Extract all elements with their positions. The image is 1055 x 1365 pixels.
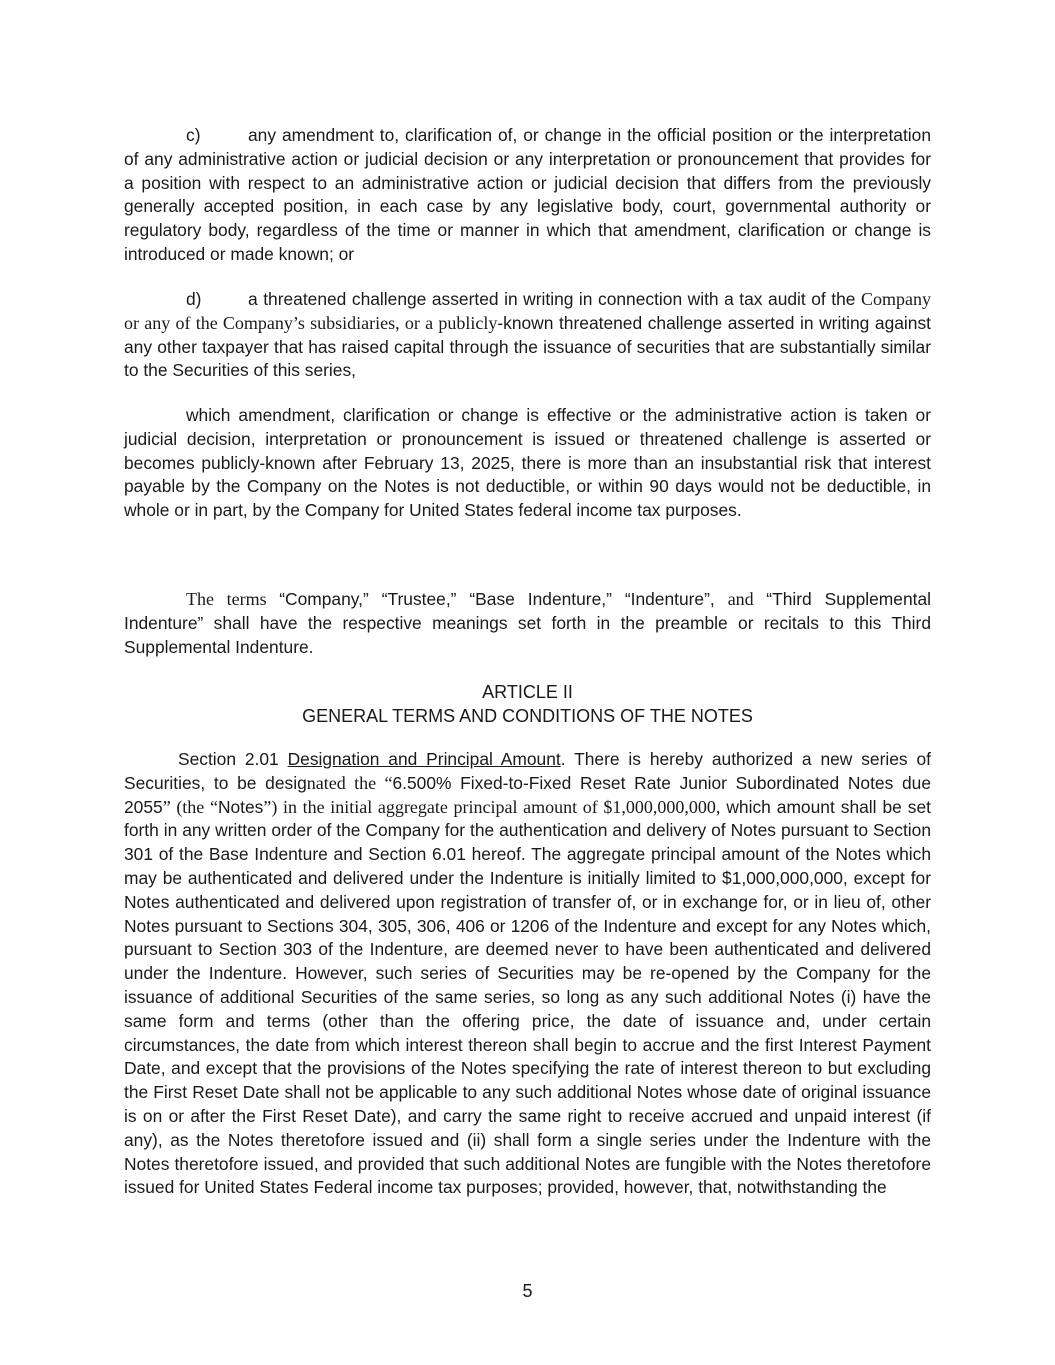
- section-text-serif-a: nated the “: [306, 772, 393, 793]
- section-text-b: 6.500% Fixed-to-Fixed Reset Rate Junior Subordinated Notes due 2055: [124, 772, 931, 817]
- article-number: ARTICLE II: [482, 682, 573, 702]
- section-text-serif-c: ”) in the initial aggregate principal amount of $1,000,000,000,: [263, 796, 721, 817]
- clause-c-text: any amendment to, clarification of, or change in the official position or the interpretation of any administrative action or judicial decision or any interpretation or pronouncement that provides for a position with respect to an administrative action or judicial decision that differs from the previously generally accepted position, in each case by any legislative body, court, governmental authority or regulatory body, regardless of the time or manner in which that amendment, clarification or change is introduced or made known; or: [124, 125, 931, 264]
- terms-lead: The terms: [186, 589, 280, 609]
- clause-d-text-a: a threatened challenge asserted in writing in connection with a tax audit of the: [248, 289, 861, 309]
- article-title: GENERAL TERMS AND CONDITIONS OF THE NOTES: [302, 706, 753, 726]
- clause-d-text-serif: Company or any of the Company’s subsidiaries, or a publicly: [124, 289, 931, 333]
- section-text-c: Notes: [217, 796, 264, 817]
- page-number: 5: [522, 1281, 533, 1301]
- section-title: Designation and Principal Amount: [287, 749, 561, 769]
- section-text-a: . There is hereby authorized a new series of Securities, to be desig: [124, 749, 931, 793]
- clause-d-label: d): [186, 289, 202, 309]
- clause-c-paragraph: [124, 124, 931, 267]
- clause-c-label: c): [186, 125, 201, 145]
- terms-text-a: “Company,” “Trustee,” “Base Indenture,” “Indenture”,: [279, 589, 728, 609]
- section-2-01-paragraph: [124, 748, 931, 1200]
- clause-d-text-b: -known threatened challenge asserted in writing against any other taxpayer that has raised capital through the issuance of securities that are substantially similar to the Securities of this series,: [124, 312, 931, 381]
- terms-text-b: “Third Supplemental Indenture” shall have the respective meanings set forth in the preamble or recitals to this Third Supplemental Indenture.: [124, 589, 932, 657]
- which-amendment-text: which amendment, clarification or change is effective or the administrative action is taken or judicial decision, interpretation or pronouncement is issued or threatened challenge is asserted or becomes publicly-known after February 13, 2025, there is more than an insubstantial risk that interest payable by the Company on the Notes is not deductible, or within 90 days would not be deductible, in whole or in part, by the Company for United States federal income tax purposes.: [124, 405, 931, 521]
- terms-and: and: [727, 589, 767, 609]
- clause-d-paragraph: [124, 288, 931, 383]
- section-text-d: which amount shall be set forth in any written order of the Company for the authentication and delivery of Notes pursuant to Section 301 of the Base Indenture and Section 6.01 hereof. The aggregate principal amount of the Notes which may be authenticated and delivered under the Indenture is initially limited to $1,000,000,000, except for Notes authenticated and delivered upon registration of transfer of, or in exchange for, or in lieu of, other Notes pursuant to Sections 304, 305, 306, 406 or 1206 of the Indenture and except for any Notes which, pursuant to Section 303 of the Indenture, are deemed never to have been authenticated and delivered under the Indenture. However, such series of Securities may be re-opened by the Company for the issuance of additional Securities of the same series, so long as any such additional Notes (i) have the same form and terms (other than the offering price, the date of issuance and, under certain circumstances, the date from which interest thereon shall begin to accrue and the first Interest Payment Date, and except that the provisions of the Notes specifying the rate of interest thereon to but excluding the First Reset Date shall not be applicable to any such additional Notes whose date of original issuance is on or after the First Reset Date), and carry the same right to receive accrued and unpaid interest (if any), as the Notes theretofore issued and (ii) shall form a single series under the Indenture with the Notes theretofore issued, and provided that such additional Notes are fungible with the Notes theretofore issued for United States Federal income tax purposes; provided, however, that, notwithstanding the: [124, 796, 932, 1198]
- which-amendment-paragraph: [124, 404, 931, 523]
- section-text-serif-b: ” (the “: [162, 796, 218, 817]
- terms-paragraph: [124, 588, 931, 659]
- section-number: Section 2.01: [178, 749, 288, 769]
